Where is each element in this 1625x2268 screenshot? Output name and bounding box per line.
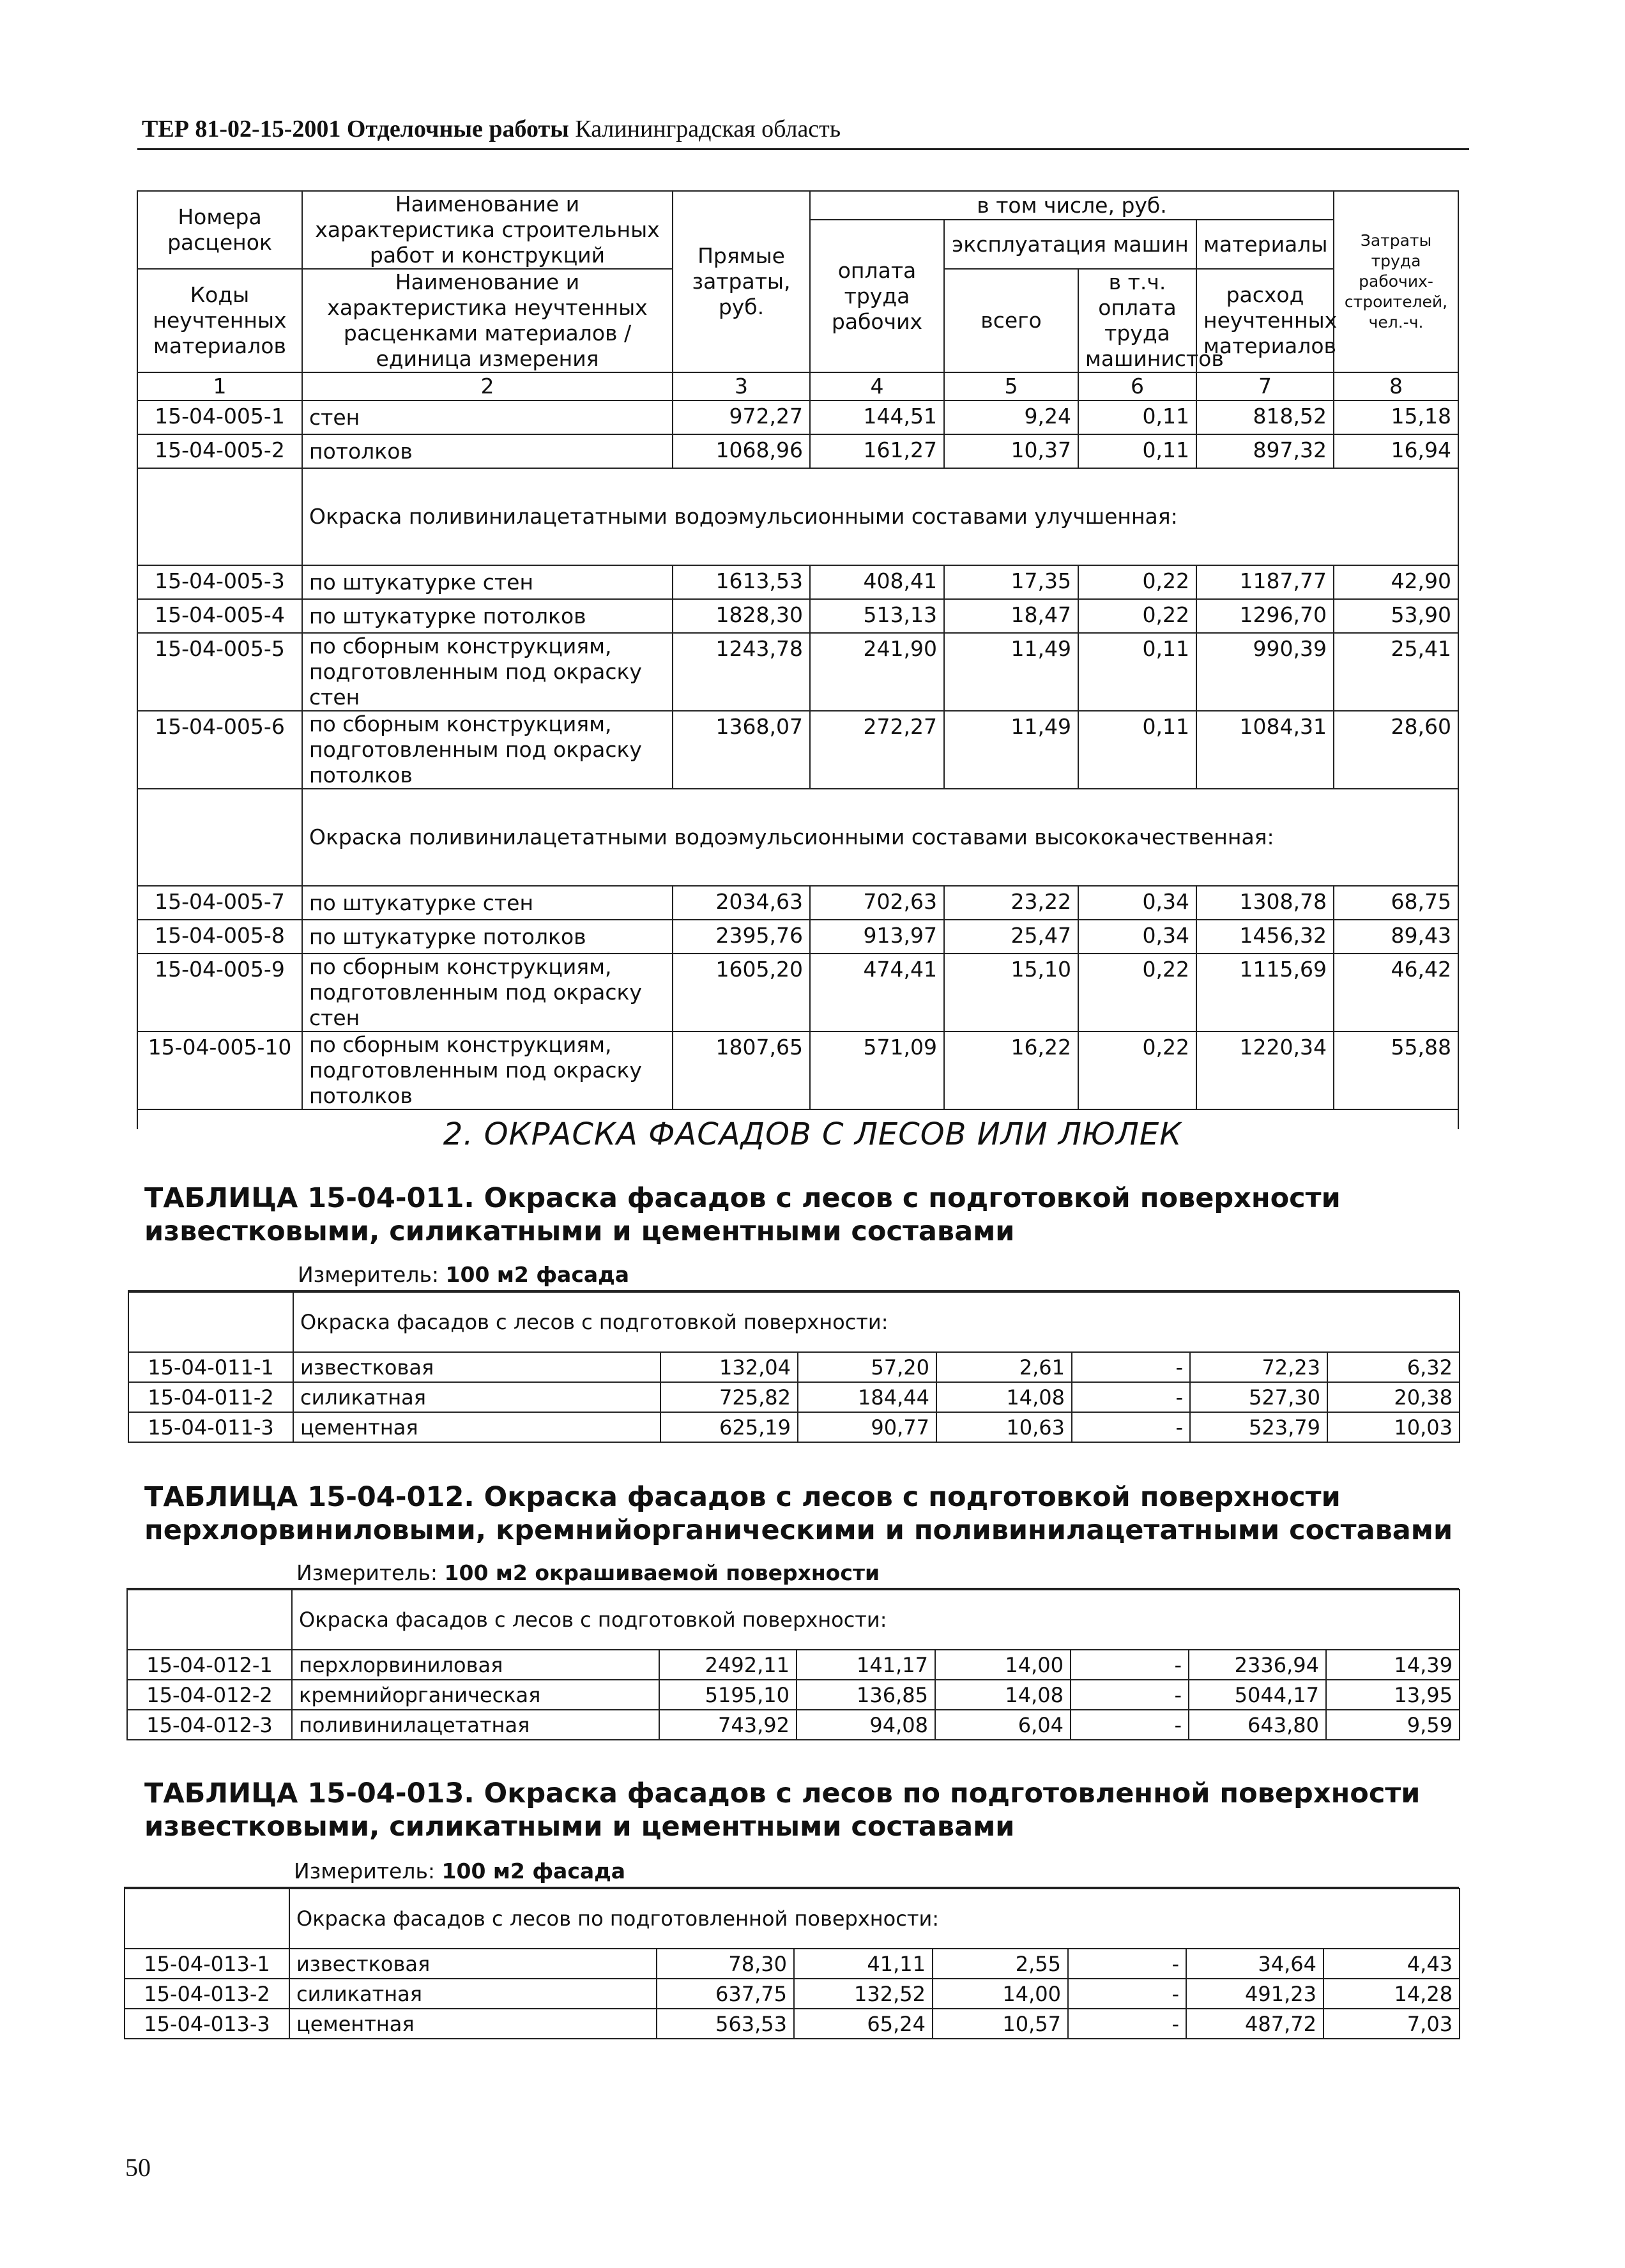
machines-total: 11,49	[944, 633, 1078, 711]
measure-label: Измеритель:	[296, 1560, 438, 1585]
direct-costs: 2034,63	[673, 886, 810, 920]
direct-costs: 78,30	[657, 1949, 794, 1979]
labor-hours: 14,39	[1326, 1650, 1460, 1680]
materials-cost: 1220,34	[1196, 1031, 1334, 1109]
header-rule	[137, 148, 1469, 150]
direct-costs: 132,04	[660, 1352, 798, 1382]
table-row	[137, 599, 1458, 633]
table-011	[128, 1291, 1460, 1443]
labor-pay: 241,90	[810, 633, 944, 711]
machines-header: эксплуатация машин	[944, 220, 1196, 269]
doc-code: ТЕР 81-02-15-2001	[142, 116, 341, 142]
materials-cost: 1296,70	[1196, 599, 1334, 633]
work-name: цементная	[293, 1412, 660, 1442]
labor-hours: 14,28	[1324, 1979, 1460, 2009]
labor-hours: 53,90	[1334, 599, 1458, 633]
direct-costs: 637,75	[657, 1979, 794, 2009]
table-row	[125, 1949, 1460, 1979]
measure-value: 100 м2 фасада	[445, 1262, 630, 1287]
table-013-title: ТАБЛИЦА 15-04-013. Окраска фасадов с лесов по подготовленной поверхности известковыми, силикатными и цементными составами	[144, 1777, 1421, 1843]
column-number: 2	[302, 372, 673, 400]
direct-costs: 743,92	[659, 1710, 797, 1740]
col8-header: Затраты труда рабочих-строителей, чел.-ч.	[1334, 191, 1458, 372]
labor-pay: 184,44	[798, 1382, 936, 1412]
rate-code: 15-04-013-3	[125, 2009, 289, 2039]
machines-total: 14,00	[935, 1650, 1071, 1680]
direct-costs: 563,53	[657, 2009, 794, 2039]
rate-code: 15-04-013-2	[125, 1979, 289, 2009]
labor-pay: 41,11	[794, 1949, 933, 1979]
labor-hours: 68,75	[1334, 886, 1458, 920]
table-row	[128, 1352, 1460, 1382]
rate-code: 15-04-005-3	[137, 565, 302, 599]
table-row	[137, 565, 1458, 599]
rate-code: 15-04-011-1	[128, 1352, 293, 1382]
work-name: по штукатурке стен	[302, 886, 673, 920]
column-number: 3	[673, 372, 810, 400]
machines-total: 11,49	[944, 711, 1078, 789]
table-row	[128, 1412, 1460, 1442]
table-row	[127, 1650, 1460, 1680]
table-011-measure	[298, 1262, 629, 1287]
group-row	[137, 789, 1458, 886]
table-011-title: ТАБЛИЦА 15-04-011. Окраска фасадов с лесов с подготовкой поверхности известковыми, силикатными и цементными составами	[144, 1182, 1341, 1247]
measure-value: 100 м2 фасада	[441, 1859, 626, 1884]
col5-header: всего	[944, 269, 1078, 372]
rate-code: 15-04-012-3	[127, 1710, 292, 1740]
machines-total: 14,08	[936, 1382, 1072, 1412]
work-name: по штукатурке потолков	[302, 599, 673, 633]
labor-hours: 9,59	[1326, 1710, 1460, 1740]
labor-hours: 10,03	[1327, 1412, 1460, 1442]
labor-hours: 89,43	[1334, 920, 1458, 954]
labor-hours: 13,95	[1326, 1680, 1460, 1710]
table-row	[128, 1382, 1460, 1412]
group-spacer	[137, 468, 302, 565]
col2-header-bottom: Наименование и характеристика неучтенных расценками материалов / единица измерения	[302, 269, 673, 372]
table-row	[137, 400, 1458, 434]
machinist-pay: 0,22	[1078, 954, 1196, 1031]
table-row	[137, 886, 1458, 920]
materials-cost: 527,30	[1190, 1382, 1327, 1412]
direct-costs: 2492,11	[659, 1650, 797, 1680]
machines-total: 14,00	[933, 1979, 1068, 2009]
machinist-pay: -	[1071, 1680, 1189, 1710]
materials-cost: 990,39	[1196, 633, 1334, 711]
machinist-pay: -	[1071, 1650, 1189, 1680]
group-row	[137, 468, 1458, 565]
machines-total: 17,35	[944, 565, 1078, 599]
labor-pay: 132,52	[794, 1979, 933, 2009]
machines-total: 15,10	[944, 954, 1078, 1031]
materials-cost: 1084,31	[1196, 711, 1334, 789]
table-row	[137, 1031, 1458, 1109]
materials-cost: 72,23	[1190, 1352, 1327, 1382]
machines-total: 16,22	[944, 1031, 1078, 1109]
work-name: по штукатурке стен	[302, 565, 673, 599]
materials-header: материалы	[1196, 220, 1334, 269]
direct-costs: 972,27	[673, 400, 810, 434]
machines-total: 6,04	[935, 1710, 1071, 1740]
column-number: 5	[944, 372, 1078, 400]
machinist-pay: 0,34	[1078, 886, 1196, 920]
col1-header-top: Номера расценок	[137, 191, 302, 269]
labor-pay: 702,63	[810, 886, 944, 920]
rate-code: 15-04-005-7	[137, 886, 302, 920]
labor-hours: 25,41	[1334, 633, 1458, 711]
col6-header: в т.ч. оплата труда машинистов	[1078, 269, 1196, 372]
rate-code: 15-04-005-1	[137, 400, 302, 434]
labor-hours: 6,32	[1327, 1352, 1460, 1382]
group-spacer	[125, 1889, 289, 1949]
machinist-pay: -	[1068, 2009, 1186, 2039]
machinist-pay: -	[1072, 1352, 1190, 1382]
materials-cost: 523,79	[1190, 1412, 1327, 1442]
machinist-pay: -	[1068, 1949, 1186, 1979]
work-name: известковая	[293, 1352, 660, 1382]
machinist-pay: 0,34	[1078, 920, 1196, 954]
machinist-pay: -	[1072, 1382, 1190, 1412]
rate-code: 15-04-005-4	[137, 599, 302, 633]
direct-costs: 1613,53	[673, 565, 810, 599]
work-name: потолков	[302, 434, 673, 468]
machinist-pay: -	[1072, 1412, 1190, 1442]
materials-cost: 491,23	[1186, 1979, 1324, 2009]
rate-code: 15-04-005-8	[137, 920, 302, 954]
group-heading: Окраска поливинилацетатными водоэмульсионными составами высококачественная:	[302, 789, 1458, 886]
work-name: цементная	[289, 2009, 657, 2039]
labor-pay: 65,24	[794, 2009, 933, 2039]
rate-code: 15-04-012-1	[127, 1650, 292, 1680]
labor-hours: 7,03	[1324, 2009, 1460, 2039]
machinist-pay: 0,11	[1078, 400, 1196, 434]
labor-hours: 42,90	[1334, 565, 1458, 599]
rate-code: 15-04-012-2	[127, 1680, 292, 1710]
direct-costs: 725,82	[660, 1382, 798, 1412]
measure-label: Измеритель:	[294, 1859, 436, 1884]
direct-costs: 2395,76	[673, 920, 810, 954]
labor-pay: 161,27	[810, 434, 944, 468]
work-name: по сборным конструкциям, подготовленным под окраску стен	[302, 954, 673, 1031]
machinist-pay: -	[1068, 1979, 1186, 2009]
labor-pay: 90,77	[798, 1412, 936, 1442]
rate-code: 15-04-011-2	[128, 1382, 293, 1412]
column-numbers-row	[137, 372, 1458, 400]
group-spacer	[137, 789, 302, 886]
section-2-title: 2. ОКРАСКА ФАСАДОВ С ЛЕСОВ ИЛИ ЛЮЛЕК	[443, 1116, 1182, 1152]
work-name: по сборным конструкциям, подготовленным под окраску потолков	[302, 711, 673, 789]
direct-costs: 1068,96	[673, 434, 810, 468]
machines-total: 14,08	[935, 1680, 1071, 1710]
group-heading: Окраска фасадов с лесов по подготовленной поверхности:	[289, 1889, 1460, 1949]
measure-label: Измеритель:	[298, 1262, 439, 1287]
labor-hours: 15,18	[1334, 400, 1458, 434]
labor-hours: 28,60	[1334, 711, 1458, 789]
labor-pay: 141,17	[797, 1650, 935, 1680]
table-012-title: ТАБЛИЦА 15-04-012. Окраска фасадов с лесов с подготовкой поверхности перхлорвиниловыми, кремнийорганическими и поливинилацетатными составами	[144, 1481, 1453, 1546]
work-name: по сборным конструкциям, подготовленным под окраску стен	[302, 633, 673, 711]
machines-total: 10,57	[933, 2009, 1068, 2039]
materials-cost: 1115,69	[1196, 954, 1334, 1031]
machines-total: 23,22	[944, 886, 1078, 920]
table-row	[125, 1979, 1460, 2009]
rate-code: 15-04-005-6	[137, 711, 302, 789]
machines-total: 25,47	[944, 920, 1078, 954]
work-name: перхлорвиниловая	[292, 1650, 659, 1680]
group-row	[127, 1590, 1460, 1650]
labor-pay: 94,08	[797, 1710, 935, 1740]
labor-pay: 144,51	[810, 400, 944, 434]
machines-total: 10,37	[944, 434, 1078, 468]
materials-cost: 1308,78	[1196, 886, 1334, 920]
table-row	[137, 711, 1458, 789]
materials-cost: 897,32	[1196, 434, 1334, 468]
machinist-pay: 0,22	[1078, 565, 1196, 599]
col1-header-bottom: Коды неучтенных материалов	[137, 269, 302, 372]
doc-section: Отделочные работы	[346, 116, 569, 142]
group-heading: Окраска поливинилацетатными водоэмульсионными составами улучшенная:	[302, 468, 1458, 565]
labor-pay: 136,85	[797, 1680, 935, 1710]
table-row	[137, 434, 1458, 468]
work-name: кремнийорганическая	[292, 1680, 659, 1710]
direct-costs: 1807,65	[673, 1031, 810, 1109]
materials-cost: 1456,32	[1196, 920, 1334, 954]
machines-total: 9,24	[944, 400, 1078, 434]
direct-costs: 5195,10	[659, 1680, 797, 1710]
column-number: 8	[1334, 372, 1458, 400]
direct-costs: 1605,20	[673, 954, 810, 1031]
machines-total: 18,47	[944, 599, 1078, 633]
materials-cost: 818,52	[1196, 400, 1334, 434]
table-row	[137, 633, 1458, 711]
group-row	[125, 1889, 1460, 1949]
col2-header-top: Наименование и характеристика строительных работ и конструкций	[302, 191, 673, 269]
machinist-pay: 0,11	[1078, 633, 1196, 711]
materials-cost: 487,72	[1186, 2009, 1324, 2039]
labor-pay: 913,97	[810, 920, 944, 954]
direct-costs: 1243,78	[673, 633, 810, 711]
work-name: по сборным конструкциям, подготовленным под окраску потолков	[302, 1031, 673, 1109]
machinist-pay: 0,22	[1078, 1031, 1196, 1109]
table-012-measure	[296, 1560, 880, 1585]
column-number: 7	[1196, 372, 1334, 400]
col3-header: Прямые затраты, руб.	[673, 191, 810, 372]
group-row	[128, 1292, 1460, 1352]
labor-pay: 272,27	[810, 711, 944, 789]
machinist-pay: 0,11	[1078, 711, 1196, 789]
doc-region: Калининградская область	[575, 116, 841, 142]
machines-total: 10,63	[936, 1412, 1072, 1442]
table-row	[127, 1710, 1460, 1740]
work-name: известковая	[289, 1949, 657, 1979]
direct-costs: 1828,30	[673, 599, 810, 633]
labor-hours: 55,88	[1334, 1031, 1458, 1109]
rate-code: 15-04-005-10	[137, 1031, 302, 1109]
direct-costs: 1368,07	[673, 711, 810, 789]
col7-header: расход неучтенных материалов	[1196, 269, 1334, 372]
rates-table-15-04-005	[137, 190, 1459, 1129]
machines-total: 2,55	[933, 1949, 1068, 1979]
group-spacer	[128, 1292, 293, 1352]
direct-costs: 625,19	[660, 1412, 798, 1442]
work-name: силикатная	[293, 1382, 660, 1412]
rate-code: 15-04-013-1	[125, 1949, 289, 1979]
measure-value: 100 м2 окрашиваемой поверхности	[444, 1560, 880, 1585]
table-012	[126, 1589, 1460, 1740]
rate-code: 15-04-005-5	[137, 633, 302, 711]
table-013	[124, 1888, 1460, 2039]
labor-pay: 474,41	[810, 954, 944, 1031]
group-spacer	[127, 1590, 292, 1650]
labor-hours: 4,43	[1324, 1949, 1460, 1979]
table-row	[125, 2009, 1460, 2039]
machines-total: 2,61	[936, 1352, 1072, 1382]
machinist-pay: -	[1071, 1710, 1189, 1740]
work-name: стен	[302, 400, 673, 434]
work-name: поливинилацетатная	[292, 1710, 659, 1740]
page-number: 50	[125, 2153, 151, 2182]
machinist-pay: 0,22	[1078, 599, 1196, 633]
materials-cost: 643,80	[1189, 1710, 1326, 1740]
rate-code: 15-04-005-2	[137, 434, 302, 468]
rate-code: 15-04-005-9	[137, 954, 302, 1031]
column-number: 6	[1078, 372, 1196, 400]
labor-hours: 46,42	[1334, 954, 1458, 1031]
machinist-pay: 0,11	[1078, 434, 1196, 468]
work-name: силикатная	[289, 1979, 657, 2009]
materials-cost: 2336,94	[1189, 1650, 1326, 1680]
labor-hours: 20,38	[1327, 1382, 1460, 1412]
col4-header: оплата труда рабочих	[810, 220, 944, 372]
labor-pay: 513,13	[810, 599, 944, 633]
column-number: 4	[810, 372, 944, 400]
labor-pay: 571,09	[810, 1031, 944, 1109]
materials-cost: 5044,17	[1189, 1680, 1326, 1710]
table-013-measure	[294, 1859, 625, 1884]
labor-pay: 408,41	[810, 565, 944, 599]
table-row	[127, 1680, 1460, 1710]
group-heading: Окраска фасадов с лесов с подготовкой поверхности:	[292, 1590, 1460, 1650]
table-row	[137, 954, 1458, 1031]
incl-header: в том числе, руб.	[810, 191, 1334, 220]
materials-cost: 34,64	[1186, 1949, 1324, 1979]
table-row	[137, 920, 1458, 954]
materials-cost: 1187,77	[1196, 565, 1334, 599]
running-header	[142, 115, 1470, 143]
column-number: 1	[137, 372, 302, 400]
rate-code: 15-04-011-3	[128, 1412, 293, 1442]
work-name: по штукатурке потолков	[302, 920, 673, 954]
labor-hours: 16,94	[1334, 434, 1458, 468]
group-heading: Окраска фасадов с лесов с подготовкой поверхности:	[293, 1292, 1460, 1352]
labor-pay: 57,20	[798, 1352, 936, 1382]
